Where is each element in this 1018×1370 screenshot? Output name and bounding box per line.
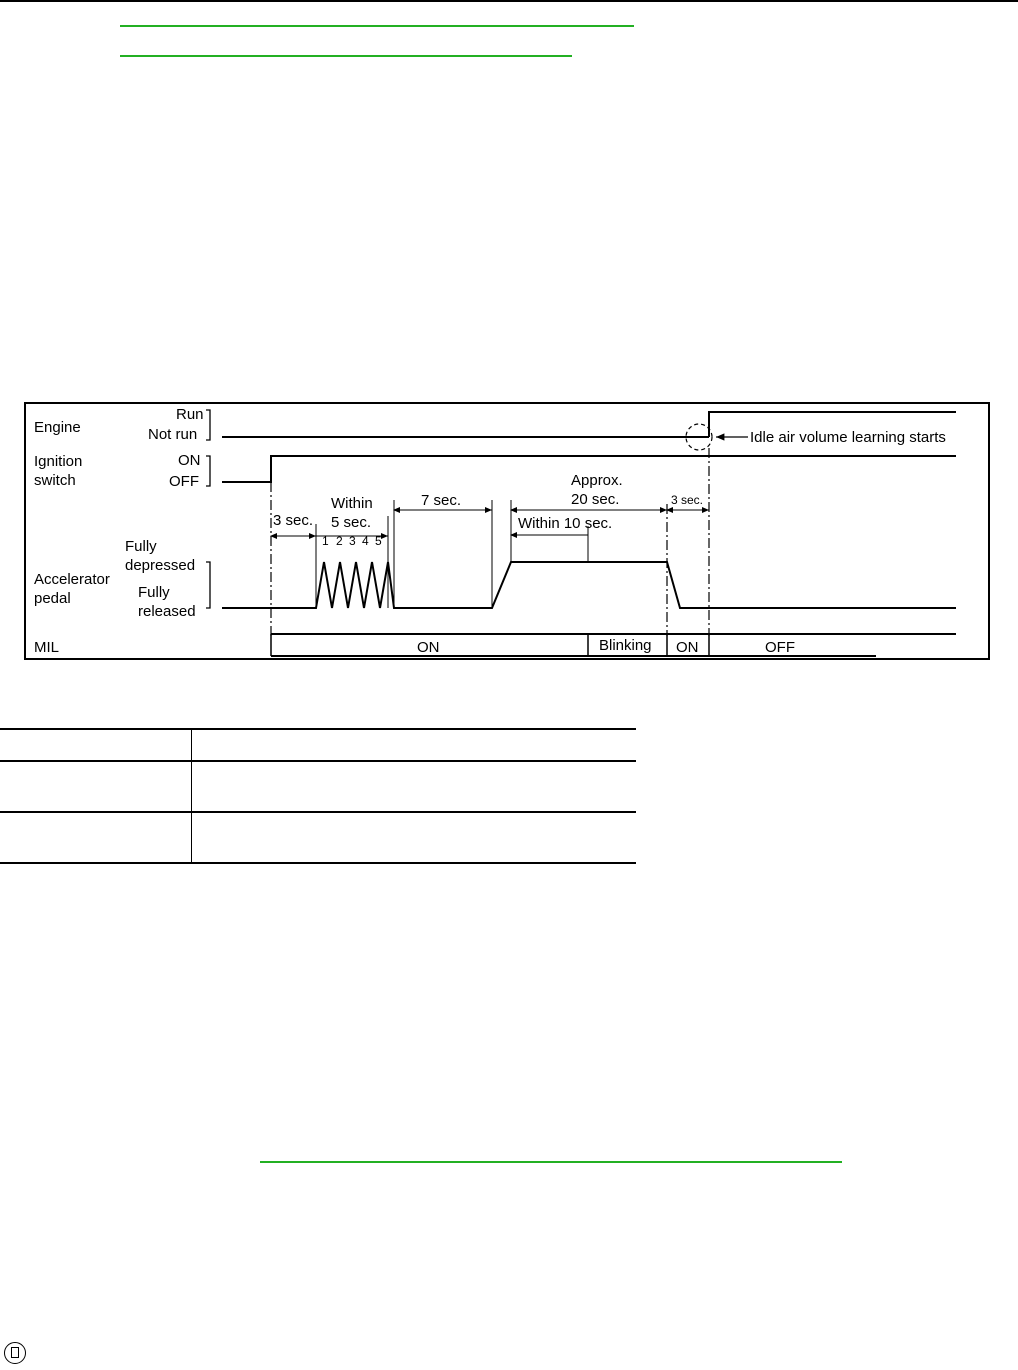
accelerator-bracket	[206, 562, 210, 608]
mil-label: MIL	[34, 639, 60, 656]
pulse-4: 4	[362, 534, 369, 548]
table-cell	[0, 812, 192, 863]
approx-label-line1: Approx.	[571, 472, 623, 489]
fully-depressed-line1: Fully	[125, 538, 157, 555]
document-icon	[4, 1342, 26, 1364]
three-sec-label: 3 sec.	[273, 512, 314, 529]
pulse-5: 5	[375, 534, 382, 548]
mil-off-label: OFF	[765, 639, 795, 656]
table-cell	[192, 812, 637, 863]
engine-bracket	[206, 410, 210, 440]
ignition-off-label: OFF	[169, 473, 199, 490]
accelerator-label-line1: Accelerator	[34, 571, 110, 588]
table-row	[0, 812, 636, 863]
engine-label: Engine	[34, 419, 81, 436]
mil-on-label: ON	[417, 639, 440, 656]
engine-not-run-label: Not run	[148, 426, 198, 443]
link-underline-2[interactable]	[120, 55, 572, 57]
within-ten-label: Within 10 sec.	[518, 515, 613, 532]
approx-label-line2: 20 sec.	[571, 491, 620, 508]
data-table	[0, 728, 636, 864]
ignition-on-label: ON	[178, 452, 201, 469]
engine-run-label: Run	[176, 406, 204, 423]
link-underline-1[interactable]	[120, 25, 634, 27]
pulse-3: 3	[349, 534, 356, 548]
table-cell	[0, 761, 192, 812]
ignition-bracket	[206, 456, 210, 486]
timing-diagram-svg	[26, 404, 992, 662]
fully-released-line2: released	[138, 603, 196, 620]
ignition-label-line2: switch	[34, 472, 76, 489]
mil-on2-label: ON	[676, 639, 699, 656]
within-five-line2: 5 sec.	[331, 514, 372, 531]
fully-depressed-line2: depressed	[125, 557, 196, 574]
fully-released-line1: Fully	[138, 584, 170, 601]
table-row	[0, 761, 636, 812]
within-five-line1: Within	[331, 495, 373, 512]
table-header-cell	[0, 729, 192, 761]
table-header-cell	[192, 729, 637, 761]
table-header-row	[0, 729, 636, 761]
pulse-1: 1	[322, 534, 329, 548]
idle-learning-annotation: Idle air volume learning starts	[750, 429, 946, 446]
seven-sec-label: 7 sec.	[421, 492, 462, 509]
accelerator-signal	[222, 562, 956, 608]
link-underline-3[interactable]	[260, 1161, 842, 1163]
table-cell	[192, 761, 637, 812]
ignition-label-line1: Ignition	[34, 453, 83, 470]
accelerator-label-line2: pedal	[34, 590, 71, 607]
pulse-2: 2	[336, 534, 343, 548]
three-sec-small-label: 3 sec.	[671, 493, 704, 507]
top-rule	[0, 0, 1018, 2]
timing-diagram	[24, 402, 990, 660]
mil-blinking-label: Blinking	[599, 637, 652, 654]
